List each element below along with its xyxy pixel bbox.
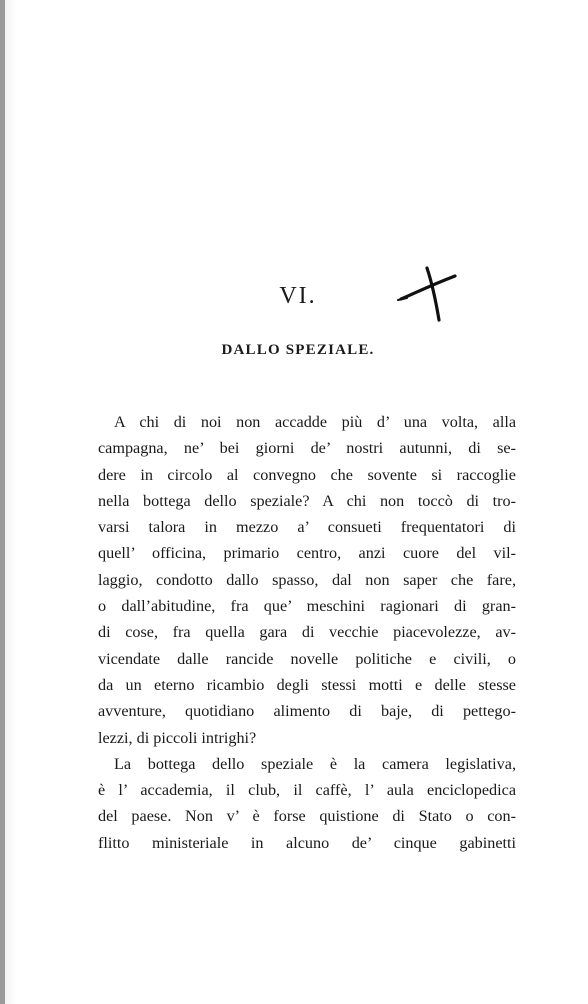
chapter-title: DALLO SPEZIALE. [221,342,375,358]
text-line: nella bottega dello speziale? A chi non toccò di tro- [98,491,516,510]
text-line: di cose, fra quella gara di vecchie piacevolezze, av- [98,623,516,642]
text-line: da un eterno ricambio degli stessi motti e delle stesse [98,675,516,694]
body-text [98,409,516,856]
text-line: vicendate dalle rancide novelle politiche e civili, o [98,649,516,668]
text-line: quell’ officina, primario centro, anzi cuore del vil- [98,544,516,563]
text-line: è l’ accademia, il club, il caffè, l’ aula enciclopedica [98,781,516,800]
text-line: del paese. Non v’ è forse quistione di Stato o con- [98,807,516,826]
handwritten-cross-mark [395,262,465,328]
text-line: laggio, condotto dallo spasso, dal non saper che fare, [98,570,516,589]
text-line: avventure, quotidiano alimento di baje, di pettego- [98,702,516,721]
page-spine-edge [0,0,5,1004]
text-line: campagna, ne’ bei giorni de’ nostri autunni, di se- [98,439,516,458]
text-line: lezzi, di piccoli intrighi? [98,728,257,747]
text-line: La bottega dello speziale è la camera legislativa, [114,754,516,773]
text-line: dere in circolo al convegno che sovente si raccoglie [98,465,516,484]
chapter-number: VI. [279,283,317,309]
text-line: A chi di noi non accadde più d’ una volta, alla [114,413,516,431]
text-line: varsi talora in mezzo a’ consueti frequentatori di [98,518,516,537]
text-line: flitto ministeriale in alcuno de’ cinque gabinetti [98,833,516,852]
text-line: o dall’abitudine, fra que’ meschini ragionari di gran- [98,597,516,616]
